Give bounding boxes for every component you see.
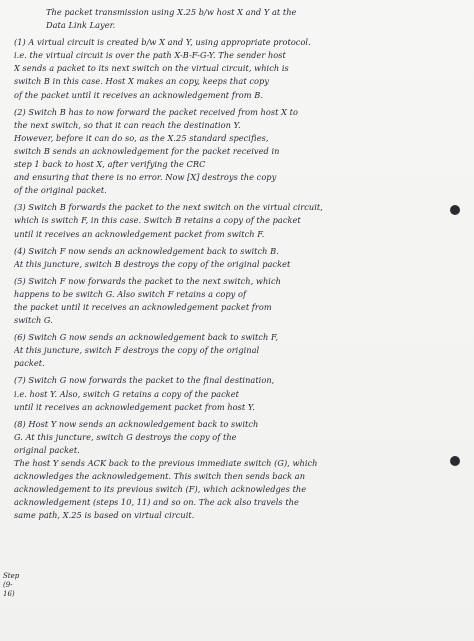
step-2 bbox=[14, 106, 454, 198]
text-line: happens to be switch G. Also switch F retains a copy of bbox=[14, 288, 247, 299]
text-line: X sends a packet to its next switch on the virtual circuit, which is bbox=[14, 63, 289, 74]
text-line: (6) Switch G now sends an acknowledgement back to switch F, bbox=[14, 332, 279, 343]
text-line: step 1 back to host X, after verifying the CRC bbox=[14, 159, 206, 170]
text-line: acknowledges the acknowledgement. This switch then sends back an bbox=[14, 471, 306, 482]
text-line: the next switch, so that it can reach the destination Y. bbox=[14, 119, 241, 130]
step-4 bbox=[14, 245, 454, 271]
text-line: The host Y sends ACK back to the previous immediate switch (G), which bbox=[14, 458, 318, 468]
step-3 bbox=[14, 201, 454, 240]
text-line: until it receives an acknowledgement packet from switch F. bbox=[14, 228, 265, 239]
steps-9-16 bbox=[14, 457, 454, 522]
text-line: However, before it can do so, as the X.25 standard specifies, bbox=[14, 132, 269, 143]
step-8 bbox=[14, 418, 454, 457]
text-line: At this juncture, switch B destroys the copy of the original packet bbox=[14, 258, 291, 269]
text-line: (7) Switch G now forwards the packet to the final destination, bbox=[14, 375, 275, 386]
text-line: acknowledgement (steps 10, 11) and so on. The ack also travels the bbox=[14, 497, 299, 508]
text-line: (3) Switch B forwards the packet to the next switch on the virtual circuit, bbox=[14, 202, 323, 213]
text-line: G. At this juncture, switch G destroys the copy of the bbox=[14, 431, 237, 442]
text-line: original packet. bbox=[14, 444, 80, 455]
text-line: switch B sends an acknowledgement for the packet received in bbox=[14, 145, 280, 156]
step-7 bbox=[14, 374, 454, 413]
text-line: which is switch F, in this case. Switch B retains a copy of the packet bbox=[14, 215, 301, 226]
text-line: (1) A virtual circuit is created b/w X and Y, using appropriate protocol. bbox=[14, 37, 311, 48]
margin-note-line: (9-16) bbox=[3, 581, 15, 598]
text-line: of the original packet. bbox=[14, 185, 107, 196]
title-line: Data Link Layer. bbox=[46, 20, 116, 31]
margin-note-line: Step bbox=[3, 572, 20, 580]
text-line: acknowledgement to its previous switch (F), which acknowledges the bbox=[14, 484, 307, 495]
step-6 bbox=[14, 331, 454, 370]
text-line: packet. bbox=[14, 358, 45, 369]
text-line: switch G. bbox=[14, 315, 53, 326]
text-line: (8) Host Y now sends an acknowledgement back to switch bbox=[14, 418, 259, 429]
page-title bbox=[14, 6, 454, 32]
text-line: and ensuring that there is no error. Now [X] destroys the copy bbox=[14, 172, 277, 183]
text-line: i.e. the virtual circuit is over the path X-B-F-G-Y. The sender host bbox=[14, 50, 286, 61]
margin-step-note bbox=[3, 572, 21, 599]
title-line: The packet transmission using X.25 b/w host X and Y at the bbox=[46, 7, 297, 17]
text-line: (4) Switch F now sends an acknowledgement back to switch B. bbox=[14, 245, 279, 256]
notes-body bbox=[14, 6, 454, 522]
text-line: switch B in this case. Host X makes an copy, keeps that copy bbox=[14, 76, 269, 87]
text-line: same path, X.25 is based on virtual circuit. bbox=[14, 510, 195, 521]
text-line: of the packet until it receives an acknowledgement from B. bbox=[14, 89, 263, 100]
step-1 bbox=[14, 36, 454, 101]
text-line: the packet until it receives an acknowledgement packet from bbox=[14, 301, 272, 312]
step-5 bbox=[14, 275, 454, 327]
text-line: (2) Switch B has to now forward the packet received from host X to bbox=[14, 106, 298, 117]
text-line: i.e. host Y. Also, switch G retains a copy of the packet bbox=[14, 388, 239, 399]
text-line: At this juncture, switch F destroys the copy of the original bbox=[14, 345, 260, 356]
text-line: until it receives an acknowledgement packet from host Y. bbox=[14, 401, 255, 412]
text-line: (5) Switch F now forwards the packet to the next switch, which bbox=[14, 275, 281, 286]
